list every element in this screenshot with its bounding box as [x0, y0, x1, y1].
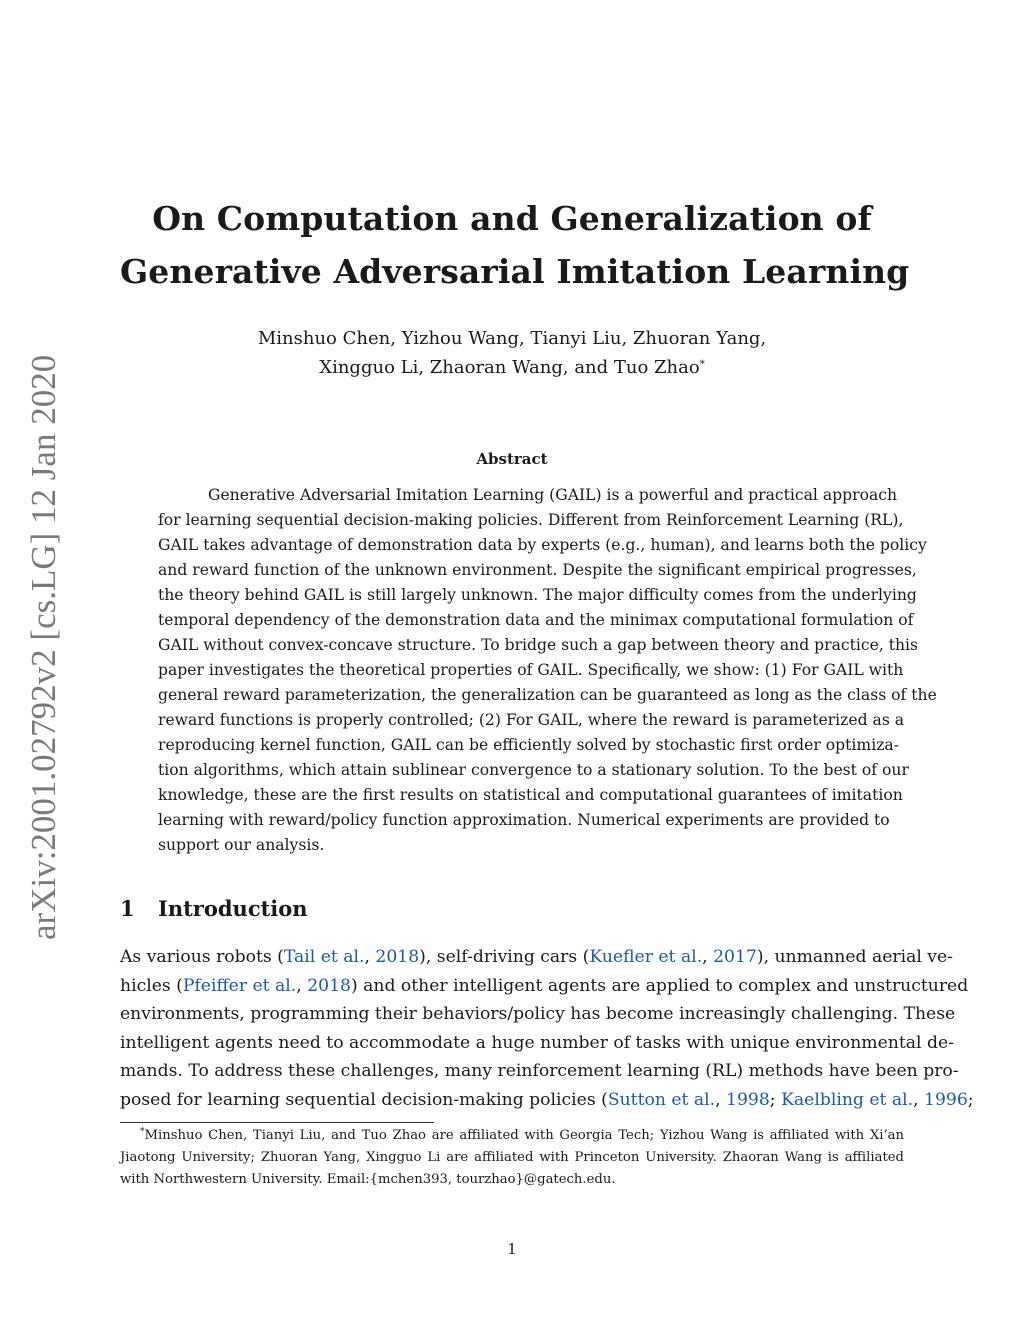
section-heading-introduction [120, 893, 308, 925]
author-footnote-mark: * [699, 359, 705, 370]
abstract-line: support our analysis. [158, 836, 325, 854]
authors-line-text: Xingguo Li, Zhaoran Wang, and Tuo Zhao [319, 357, 700, 378]
intro-line: mands. To address these challenges, many reinforcement learning (RL) methods have been pro- [120, 1061, 959, 1082]
intro-line: environments, programming their behaviors/policy has become increasingly challenging. These [120, 1004, 956, 1025]
intro-text: , [715, 1089, 727, 1110]
intro-text: , [364, 947, 376, 967]
abstract-line: knowledge, these are the first results on statistical and computational guarantees of imitation [158, 786, 903, 804]
footnote-line: with Northwestern University. Email:{mchen393, tourzhao}@gatech.edu. [120, 1172, 616, 1187]
abstract-line: paper investigates the theoretical properties of GAIL. Specifically, we show: (1) For GAIL with [158, 661, 904, 679]
footnote [120, 1125, 904, 1191]
abstract-line: Generative Adversarial Imitation Learning (GAIL) is a powerful and practical approach [208, 486, 898, 504]
citation-year-link[interactable]: 2018 [307, 975, 351, 996]
section-number: 1 [120, 896, 135, 921]
introduction-body [120, 943, 974, 1115]
citation-year-link[interactable]: 2017 [713, 947, 757, 967]
citation-year-link[interactable]: 2018 [375, 947, 420, 967]
intro-text: ) and other intelligent agents are applied to complex and unstructured [350, 975, 969, 996]
intro-line: intelligent agents need to accommodate a huge number of tasks with unique environmental de- [120, 1032, 954, 1053]
intro-text: posed for learning sequential decision-making policies ( [120, 1089, 608, 1110]
abstract-line: the theory behind GAIL is still largely unknown. The major difficulty comes from the underlying [158, 586, 917, 604]
citation-link[interactable]: Tail et al. [283, 947, 365, 967]
footnote-line [120, 1125, 904, 1147]
intro-text: As various robots ( [120, 947, 284, 967]
paper-title [120, 192, 910, 298]
intro-line [120, 1086, 974, 1115]
citation-year-link[interactable]: 1998 [726, 1089, 770, 1110]
abstract-line: learning with reward/policy function approximation. Numerical experiments are provided to [158, 811, 890, 829]
page-number: 1 [507, 1240, 517, 1258]
footnote-divider [120, 1122, 434, 1123]
intro-text: ), self-driving cars ( [419, 947, 590, 967]
abstract-body [158, 483, 937, 858]
arxiv-identifier-stamp: arXiv:2001.02792v2 [cs.LG] 12 Jan 2020 [24, 354, 63, 940]
intro-text: , [702, 947, 714, 967]
authors-line: Minshuo Chen, Yizhou Wang, Tianyi Liu, Zhuoran Yang, [257, 328, 767, 349]
footnote-line: Jiaotong University; Zhuoran Yang, Xingguo Li are affiliated with Princeton University. Zhaoran Wang is affiliated [120, 1150, 904, 1165]
intro-text: , [913, 1089, 925, 1110]
abstract-line: GAIL takes advantage of demonstration data by experts (e.g., human), and learns both the policy [158, 536, 927, 554]
abstract-line: GAIL without convex-concave structure. To bridge such a gap between theory and practice, this [158, 636, 919, 654]
intro-text: ; [967, 1089, 974, 1110]
intro-text: , [296, 975, 308, 996]
authors-line [120, 353, 904, 382]
intro-line [120, 943, 953, 972]
abstract-line: tion algorithms, which attain sublinear convergence to a stationary solution. To the best of our [158, 761, 909, 779]
footnote-text: Minshuo Chen, Tianyi Liu, and Tuo Zhao are affiliated with Georgia Tech; Yizhou Wang is affiliated with Xi’an [144, 1128, 904, 1143]
title-line: Generative Adversarial Imitation Learning [120, 252, 910, 291]
abstract-line: reproducing kernel function, GAIL can be efficiently solved by stochastic first order optimiza- [158, 736, 899, 754]
intro-text: hicles ( [120, 975, 183, 996]
author-list [120, 324, 904, 382]
citation-link[interactable]: Sutton et al. [607, 1089, 716, 1110]
abstract-line: reward functions is properly controlled; (2) For GAIL, where the reward is parameterized as a [158, 711, 905, 729]
citation-year-link[interactable]: 1996 [924, 1089, 968, 1110]
abstract-line: for learning sequential decision-making policies. Different from Reinforcement Learning (RL), [158, 511, 904, 529]
abstract-line: general reward parameterization, the generalization can be guaranteed as long as the class of the [158, 686, 937, 704]
intro-text: ; [769, 1089, 782, 1110]
abstract-line: and reward function of the unknown environment. Despite the significant empirical progresses, [158, 561, 917, 579]
section-title: Introduction [158, 896, 308, 921]
citation-link[interactable]: Kuefler et al. [589, 947, 703, 967]
abstract-heading: Abstract [476, 450, 548, 468]
intro-line [120, 972, 969, 1001]
footnote-mark: * [140, 1127, 145, 1137]
intro-text: ), unmanned aerial ve- [756, 947, 953, 967]
abstract-line: temporal dependency of the demonstration data and the minimax computational formulation of [158, 611, 914, 629]
citation-link[interactable]: Kaelbling et al. [781, 1089, 914, 1110]
title-line: On Computation and Generalization of [152, 199, 872, 238]
citation-link[interactable]: Pfeiffer et al. [182, 975, 297, 996]
